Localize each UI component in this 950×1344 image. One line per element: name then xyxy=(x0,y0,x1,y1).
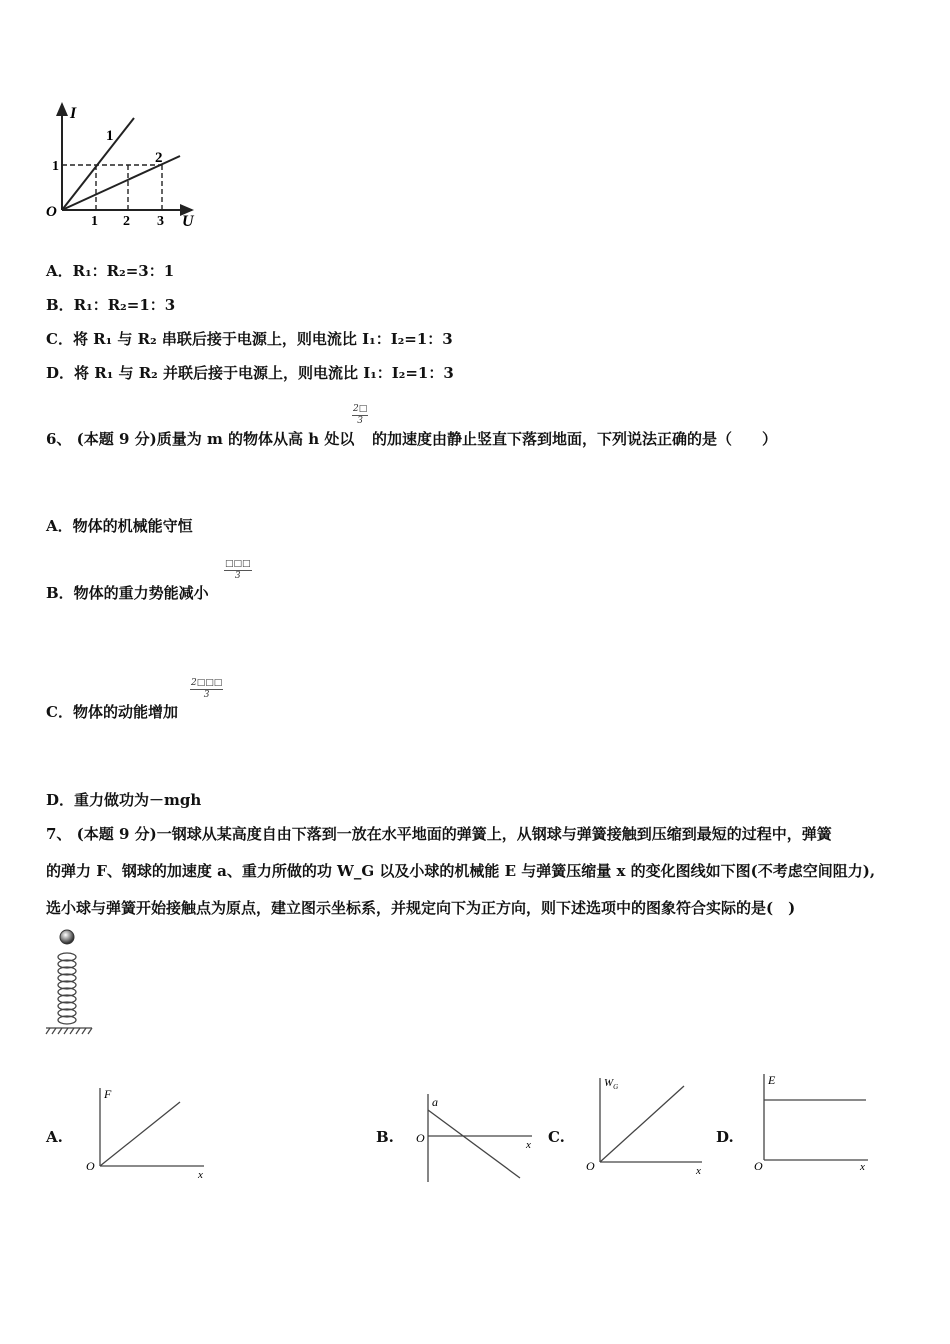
q7-option-b-letter: B. xyxy=(376,1128,394,1146)
q6-stem-fraction xyxy=(352,404,368,427)
iu-line2-label: 2 xyxy=(155,150,163,166)
graph-b-x-label: x xyxy=(526,1139,531,1151)
ground-hatch xyxy=(46,1028,92,1034)
iu-line-1 xyxy=(62,118,134,210)
graph-d-x-label: x xyxy=(860,1161,865,1173)
iu-y-label: I xyxy=(70,105,77,122)
fraction-denominator: 3 xyxy=(234,571,241,581)
spring-ball-diagram xyxy=(42,925,98,1040)
q6-option-a: A．物体的机械能守恒 xyxy=(46,517,193,535)
fraction-denominator: 3 xyxy=(357,416,363,426)
q6-stem-before: 6、 (本题 9 分)质量为 m 的物体从高 h 处以 xyxy=(46,430,355,448)
steel-ball xyxy=(60,930,74,944)
q7-graph-c xyxy=(584,1072,714,1182)
graph-c-y-label: $W_G$ xyxy=(604,1077,619,1091)
graph-c-x-label: x xyxy=(696,1165,701,1177)
q5-option-c: C．将 R₁ 与 R₂ 串联后接于电源上，则电流比 I₁：I₂=1：3 xyxy=(46,330,453,348)
q7-option-a-letter: A. xyxy=(46,1128,63,1146)
q6-option-b-fraction xyxy=(224,559,252,582)
q5-option-d: D．将 R₁ 与 R₂ 并联后接于电源上，则电流比 I₁：I₂=1：3 xyxy=(46,364,454,382)
graph-a-x-label: x xyxy=(198,1169,203,1181)
fraction-numerator: 2□□□ xyxy=(191,678,223,688)
q7-option-d-letter: D. xyxy=(716,1128,734,1146)
q5-option-b: B．R₁：R₂=1：3 xyxy=(46,296,176,314)
spring-icon xyxy=(58,953,76,1024)
q6-stem-after: 的加速度由静止竖直下落到地面，下列说法正确的是（ ） xyxy=(372,430,778,448)
q6-option-c: C．物体的动能增加 xyxy=(46,703,178,721)
fraction-denominator: 3 xyxy=(203,690,210,700)
iu-y-tick: 1 xyxy=(52,159,59,174)
q7-graph-b xyxy=(412,1088,542,1186)
graph-c-origin: O xyxy=(586,1159,595,1173)
graph-a-line xyxy=(100,1102,180,1166)
q7-stem-line-3: 选小球与弹簧开始接触点为原点，建立图示坐标系，并规定向下为正方向，则下述选项中的图象符合实际的是( ) xyxy=(46,899,796,917)
q6-option-b: B．物体的重力势能减小 xyxy=(46,584,209,602)
fraction-numerator: 2□ xyxy=(353,404,368,414)
q6-option-c-fraction xyxy=(190,678,223,701)
q7-stem-line-2: 的弹力 F、钢球的加速度 a、重力所做的功 W_G 以及小球的机械能 E 与弹簧压缩量 x 的变化图线如下图(不考虑空间阻力), xyxy=(46,862,876,880)
iu-line1-label: 1 xyxy=(106,128,114,144)
graph-d-origin: O xyxy=(754,1159,763,1173)
iu-x-label: U xyxy=(182,213,194,230)
q7-graph-a xyxy=(82,1082,212,1182)
q7-graph-d xyxy=(752,1068,882,1178)
fraction-numerator: □□□ xyxy=(225,559,251,569)
iu-x-tick: 1 xyxy=(91,214,98,229)
graph-c-line xyxy=(600,1086,684,1162)
graph-d-y-label: E xyxy=(768,1073,776,1087)
graph-b-line xyxy=(428,1110,520,1178)
graph-b-origin: O xyxy=(416,1131,425,1145)
q6-option-d: D．重力做功为－mgh xyxy=(46,791,202,809)
iu-x-tick: 2 xyxy=(123,214,130,229)
graph-a-origin: O xyxy=(86,1159,95,1173)
q5-option-a: A．R₁：R₂=3：1 xyxy=(46,262,175,280)
q7-stem-line-1: 7、 (本题 9 分)一钢球从某高度自由下落到一放在水平地面的弹簧上，从钢球与弹簧接触到压缩到最短的过程中，弹簧 xyxy=(46,825,832,843)
iu-graph xyxy=(40,98,210,233)
graph-b-y-label: a xyxy=(432,1095,438,1109)
iu-origin: O xyxy=(46,204,57,220)
iu-x-tick: 3 xyxy=(157,214,164,229)
graph-a-y-label: F xyxy=(104,1087,112,1101)
q7-option-c-letter: C. xyxy=(548,1128,565,1146)
